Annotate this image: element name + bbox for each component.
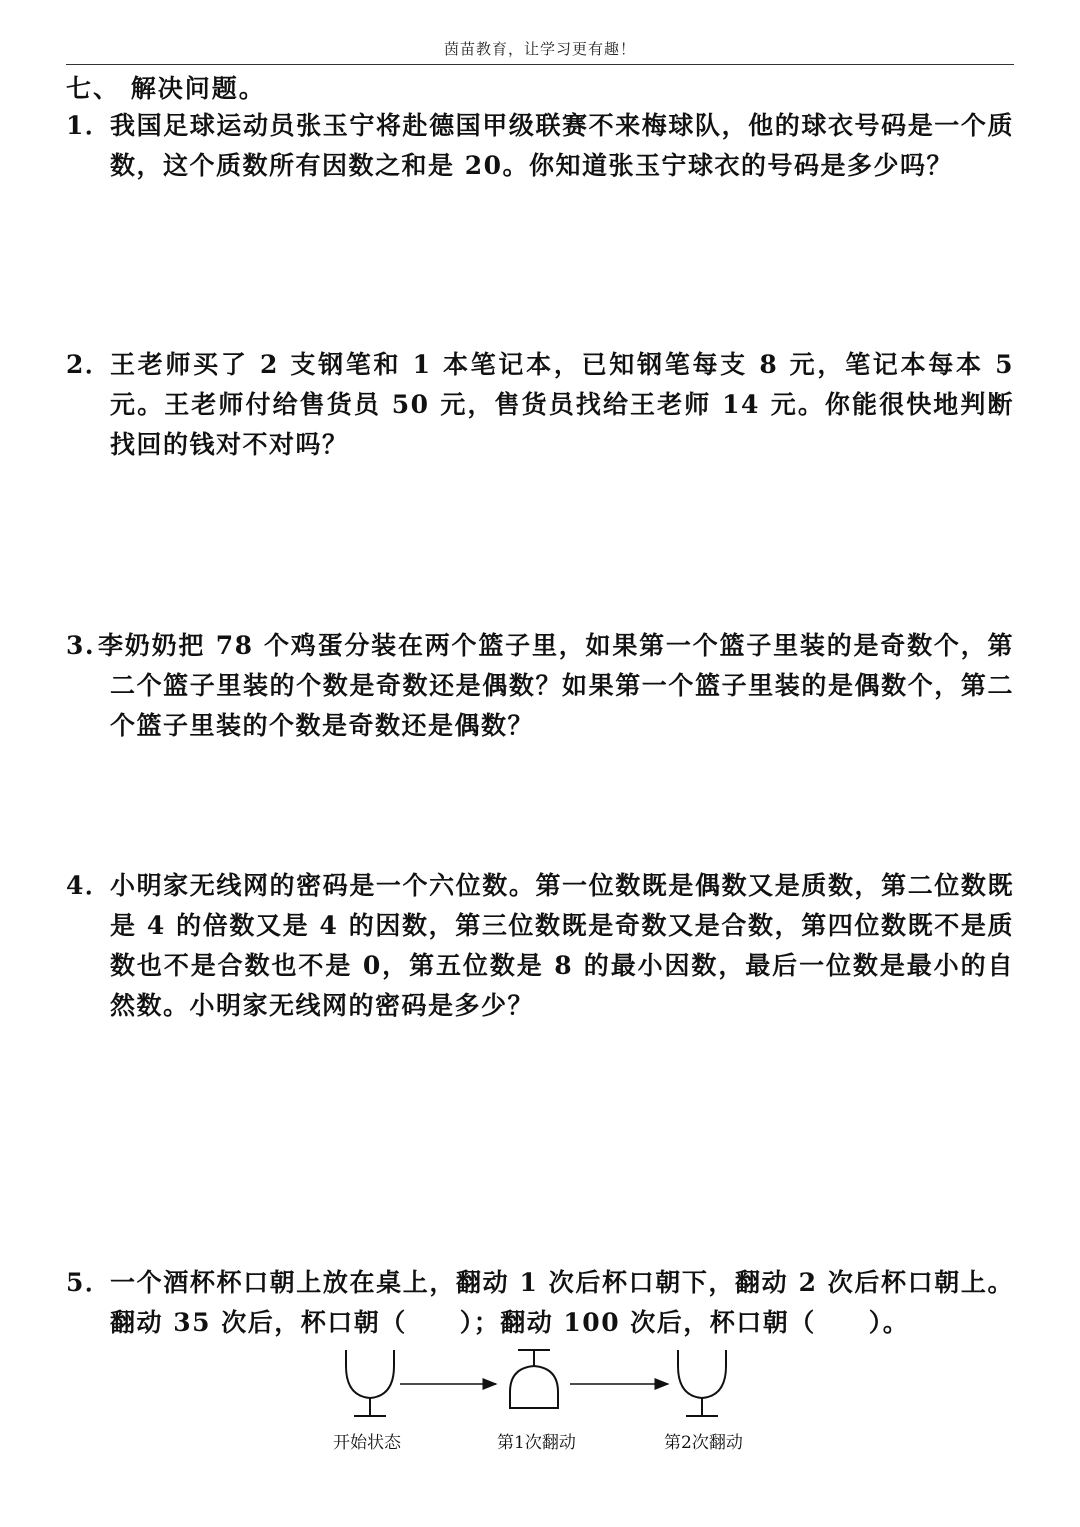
header-rule xyxy=(66,64,1014,65)
wine-glass-upright-icon xyxy=(678,1350,726,1416)
question-text: 王老师买了 2 支钢笔和 1 本笔记本，已知钢笔每支 8 元，笔记本每本 5 元。王老师付给售货员 50 元，售货员找给王老师 14 元。你能很快地判断找回的钱对不对吗？ xyxy=(110,350,1014,459)
question-5 xyxy=(66,1263,1014,1343)
question-number: 2． xyxy=(66,350,112,379)
wine-glass-upright-icon xyxy=(346,1350,394,1416)
question-number: 4． xyxy=(66,871,112,900)
question-number: 1． xyxy=(66,111,112,140)
question-4 xyxy=(66,866,1014,1026)
question-1 xyxy=(66,106,1014,186)
question-number: 5． xyxy=(66,1268,112,1297)
question-3 xyxy=(66,626,1014,746)
question-text: 李奶奶把 78 个鸡蛋分装在两个篮子里，如果第一个篮子里装的是奇数个，第二个篮子里装的个数是奇数还是偶数？如果第一个篮子里装的是偶数个，第二个篮子里装的个数是奇数还是偶数？ xyxy=(98,631,1014,740)
question-text: 一个酒杯杯口朝上放在桌上，翻动 1 次后杯口朝下，翻动 2 次后杯口朝上。翻动 35 次后，杯口朝（ ）；翻动 100 次后，杯口朝（ ）。 xyxy=(110,1268,1014,1337)
diagram-caption-flip-1: 第1次翻动 xyxy=(497,1433,576,1453)
page-header: 茵苗教育，让学习更有趣！ xyxy=(443,40,636,58)
question-number: 3. xyxy=(66,631,96,660)
wine-glass-inverted-icon xyxy=(510,1350,558,1408)
question-text: 小明家无线网的密码是一个六位数。第一位数既是偶数又是质数，第二位数既是 4 的倍数又是 4 的因数，第三位数既是奇数又是合数，第四位数既不是质数也不是合数也不是 0，第五位数是 8 的最小因数，最后一位数是最小的自然数。小明家无线网的密码是多少？ xyxy=(110,871,1014,1020)
question-text: 我国足球运动员张玉宁将赴德国甲级联赛不来梅球队，他的球衣号码是一个质数，这个质数所有因数之和是 20。你知道张玉宁球衣的号码是多少吗？ xyxy=(110,111,1014,180)
diagram-caption-flip-2: 第2次翻动 xyxy=(664,1433,743,1453)
section-title: 七、 解决问题。 xyxy=(66,74,266,103)
diagram-caption-start: 开始状态 xyxy=(333,1433,401,1453)
question-2 xyxy=(66,345,1014,465)
